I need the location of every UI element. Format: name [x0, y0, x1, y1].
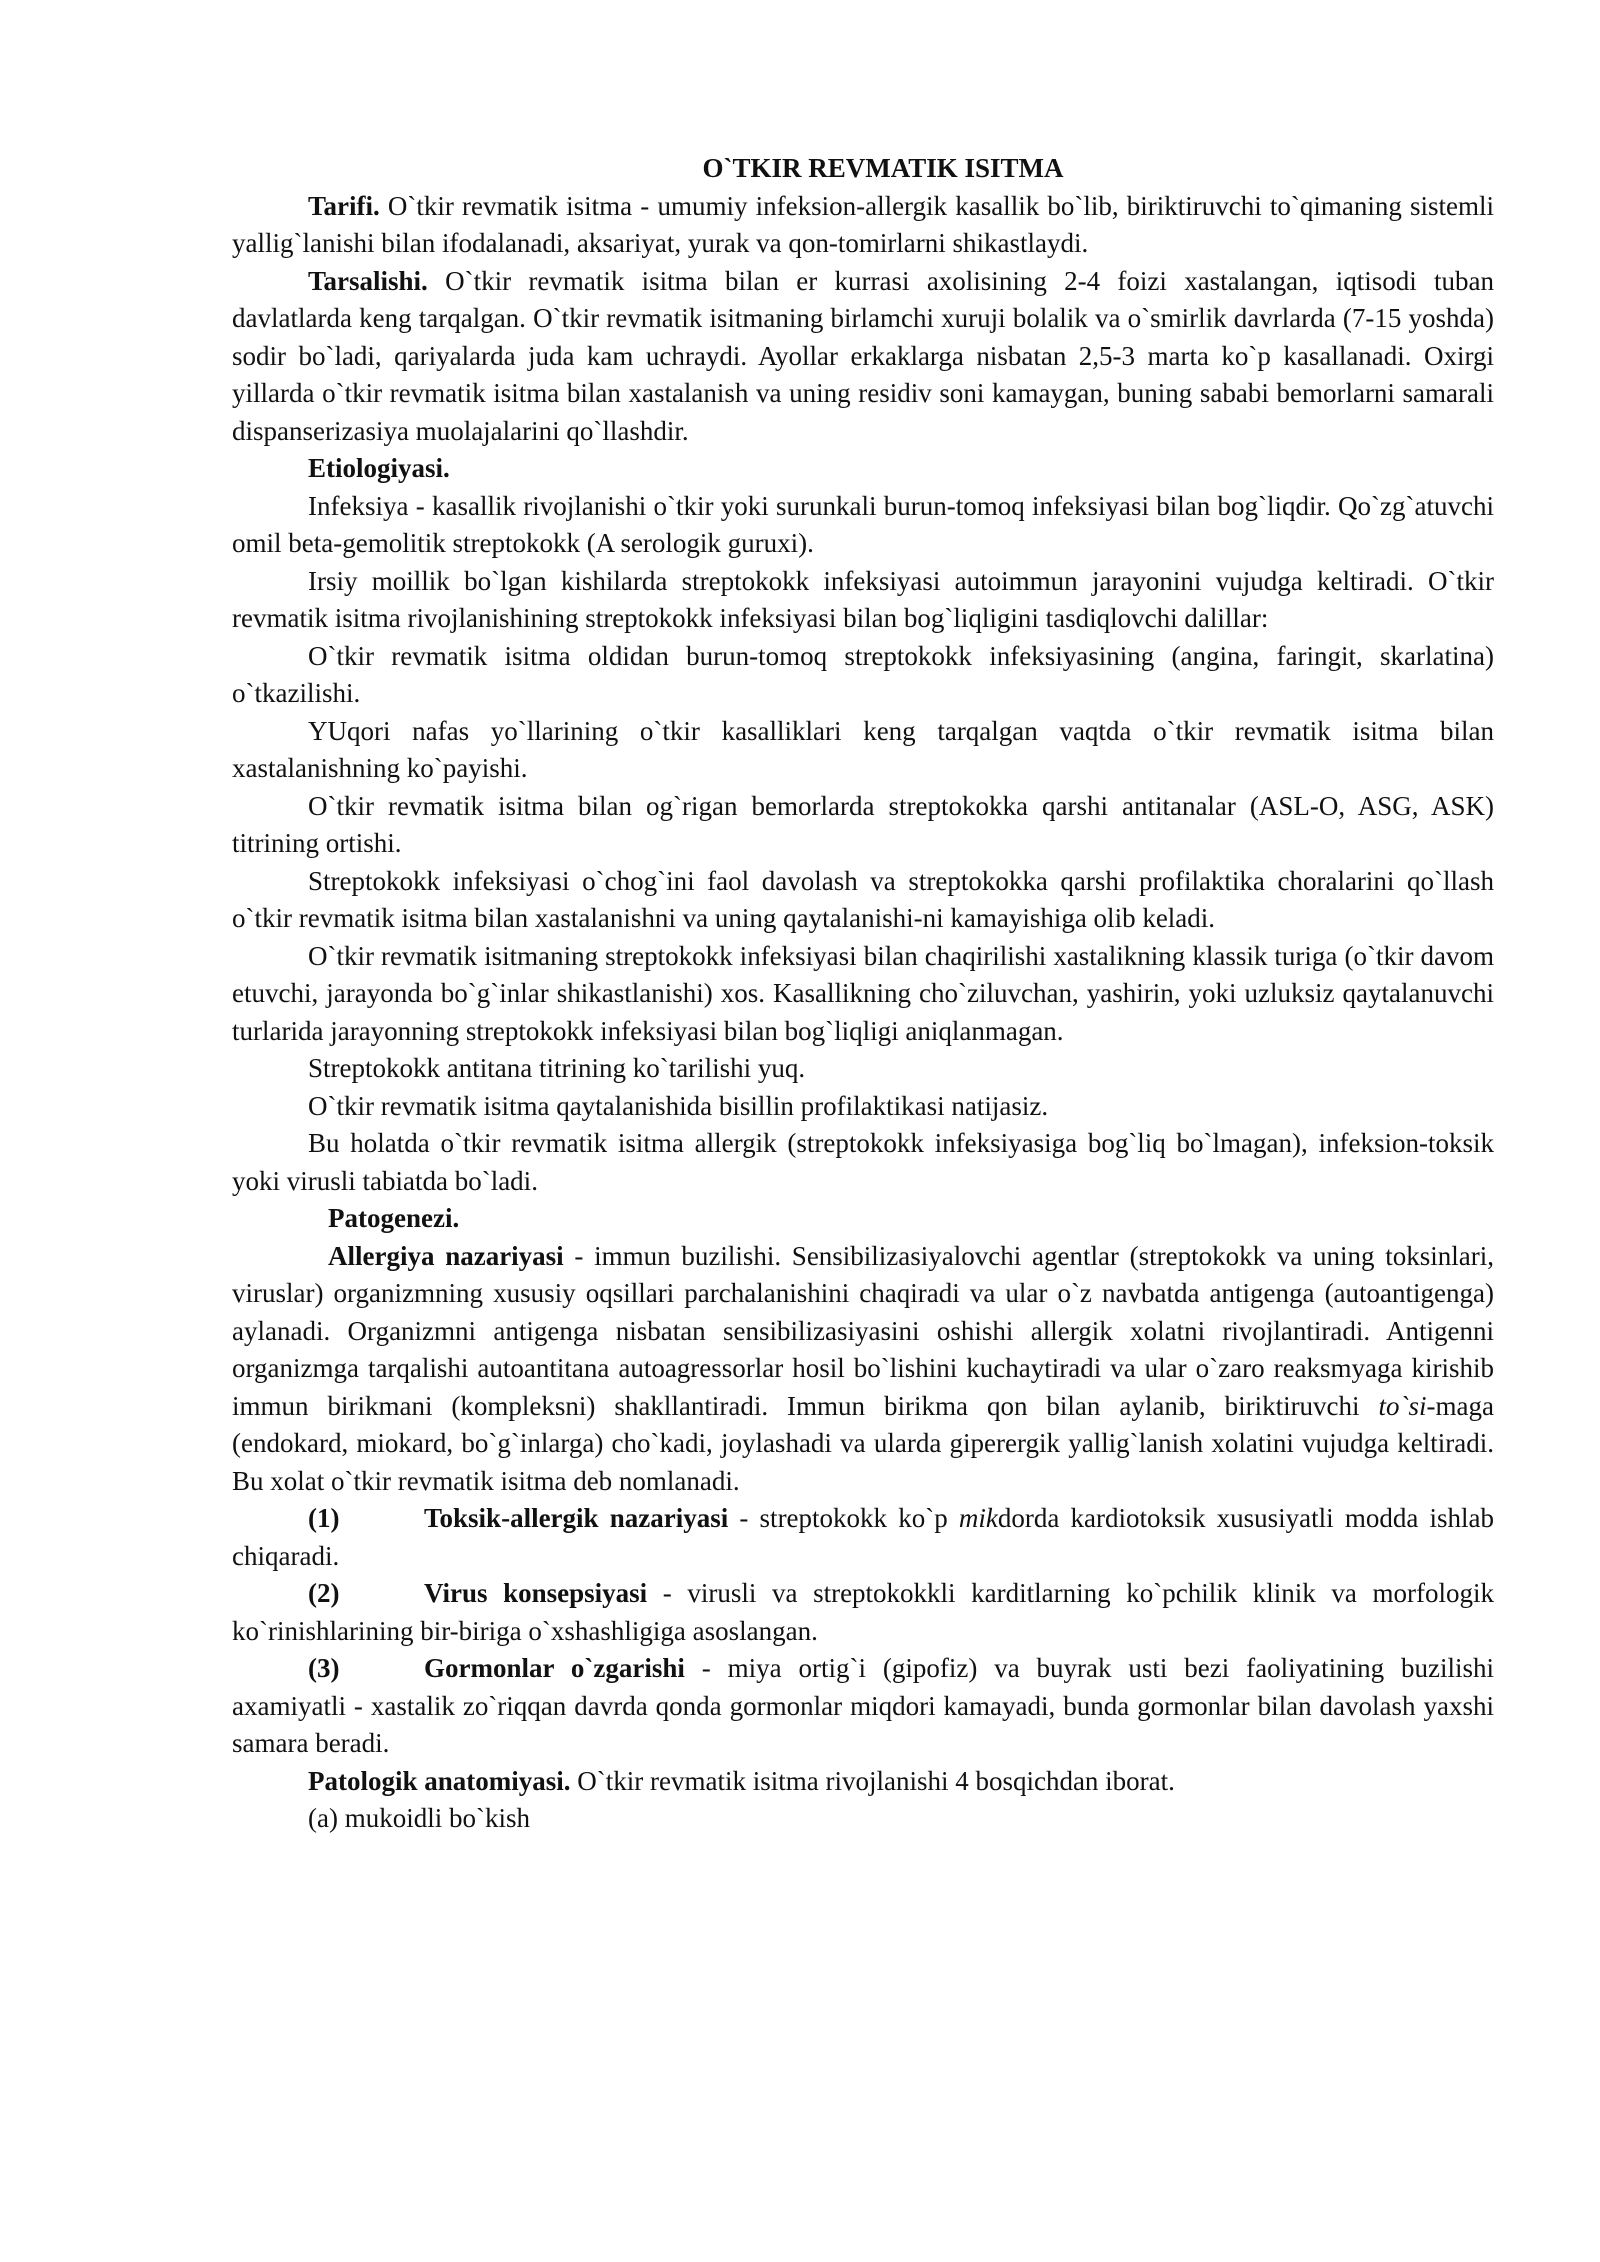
- theory-item: [232, 1650, 1494, 1763]
- theory-item: [232, 1575, 1494, 1650]
- document-page: [232, 150, 1494, 1838]
- theory-text-a: - streptokokk ko`p: [728, 1503, 959, 1533]
- theory-number: (3): [308, 1653, 340, 1683]
- tarifi-text: O`tkir revmatik isitma - umumiy infeksion-allergik kasallik bo`lib, biriktiruvchi to`qimaning sistemli yallig`lanishi bilan ifodalanadi, aksariyat, yurak va qon-tomirlarni shikastlaydi.: [232, 190, 1494, 258]
- tarsalishi-paragraph: [232, 263, 1494, 451]
- allergiya-text-b: -maga (endokard, miokard, bo`g`inlarga) cho`kadi, joylashadi va ularda giperergik yallig`lanish xolatini vujudga keltiradi. Bu xolat o`tkir revmatik isitma deb nomlanadi.: [232, 1390, 1494, 1496]
- theory-lead: Toksik-allergik nazariyasi: [424, 1503, 729, 1533]
- etiologiyasi-paragraph: Streptokokk antitana titrining ko`tarilishi yuq.: [308, 1053, 806, 1083]
- theory-lead: Gormonlar o`zgarishi: [424, 1653, 685, 1683]
- allergiya-lead: Allergiya nazariyasi: [328, 1240, 564, 1271]
- etiologiyasi-paragraph: O`tkir revmatik isitma oldidan burun-tomoq streptokokk infeksiyasining (angina, faringit, skarlatina) o`tkazilishi.: [232, 640, 1494, 708]
- patologik-paragraph: [232, 1763, 1494, 1801]
- allergiya-text-a: - immun buzilishi. Sensibilizasiyalovchi agentlar (streptokokk va uning toksinlari, viruslar) organizmning xususiy oqsillari parchalanishini chaqiradi va ular o`z navbatda antigenga (autoantigenga) aylanadi. Organizmni antigenga nisbatan sensibilizasiyasini oshishi allergik xolatni rivojlantiradi. Antigenni organizmga tarqalishi autoantitana autoagressorlar hosil bo`lishini kuchaytiradi va ular o`zaro reaksmyaga kirishib immun birikmani (kompleksni) shakllantiradi. Immun birikma qon bilan aylanib, biriktiruvchi: [232, 1240, 1494, 1421]
- etiologiyasi-heading: Etiologiyasi.: [308, 453, 450, 483]
- tarifi-lead: Tarifi.: [308, 190, 380, 221]
- tarsalishi-text: O`tkir revmatik isitma bilan er kurrasi axolisining 2-4 foizi xastalangan, iqtisodi tuban davlatlarda keng tarqalgan. O`tkir revmatik isitmaning birlamchi xuruji bolalik va o`smirlik davrlarda (7-15 yoshda) sodir bo`ladi, qariyalarda juda kam uchraydi. Ayollar erkaklarga nisbatan 2,5-3 marta ko`p kasallanadi. Oxirgi yillarda o`tkir revmatik isitma bilan xastalanish va uning residiv soni kamaygan, buning sababi bemorlarni samarali dispanserizasiya muolajalarini qo`llashdir.: [232, 265, 1494, 446]
- theory-text-b: dorda kardiotoksik xususiyatli modda ishlab chiqaradi.: [232, 1503, 1494, 1571]
- patogenezi-heading: Patogenezi.: [328, 1203, 460, 1233]
- theory-item: [232, 1500, 1494, 1575]
- theory-lead: Virus konsepsiyasi: [424, 1578, 648, 1608]
- etiologiyasi-paragraph: Bu holatda o`tkir revmatik isitma allergik (streptokokk infeksiyasiga bog`liq bo`lmagan), infeksion-toksik yoki virusli tabiatda bo`ladi.: [232, 1128, 1494, 1196]
- stage-item: (a) mukoidli bo`kish: [308, 1803, 530, 1833]
- allergiya-paragraph: [232, 1238, 1494, 1501]
- tarifi-paragraph: [232, 188, 1494, 263]
- etiologiyasi-paragraph: O`tkir revmatik isitma bilan og`rigan bemorlarda streptokokka qarshi antitanalar (ASL-O, ASG, ASK) titrining ortishi.: [232, 790, 1494, 858]
- document-title: O`TKIR REVMATIK ISITMA: [702, 153, 1064, 183]
- theory-text-a: - miya ortig`i (gipofiz) va buyrak usti bezi faoliyatining buzilishi axamiyatli - xastalik zo`riqqan davrda qonda gormonlar miqdori kamayadi, bunda gormonlar bilan davolash yaxshi samara beradi.: [232, 1653, 1494, 1758]
- tarsalishi-lead: Tarsalishi.: [308, 265, 428, 296]
- etiologiyasi-paragraph: Streptokokk infeksiyasi o`chog`ini faol davolash va streptokokka qarshi profilaktika choralarini qo`llash o`tkir revmatik isitma bilan xastalanishni va uning qaytalanishi-ni kamayishiga olib keladi.: [232, 865, 1494, 933]
- patologik-lead: Patologik anatomiyasi.: [308, 1765, 571, 1796]
- etiologiyasi-paragraph: O`tkir revmatik isitma qaytalanishida bisillin profilaktikasi natijasiz.: [308, 1090, 1049, 1121]
- etiologiyasi-paragraph: YUqori nafas yo`llarining o`tkir kasalliklari keng tarqalgan vaqtda o`tkir revmatik isitma bilan xastalanishning ko`payishi.: [232, 715, 1494, 783]
- theory-number: (2): [308, 1578, 340, 1608]
- allergiya-italic: to`si: [1378, 1390, 1427, 1421]
- etiologiyasi-paragraph: Irsiy moillik bo`lgan kishilarda streptokokk infeksiyasi autoimmun jarayonini vujudga keltiradi. O`tkir revmatik isitma rivojlanishining streptokokk infeksiyasi bilan bog`liqligini tasdiqlovchi dalillar:: [232, 565, 1494, 633]
- patologik-text: O`tkir revmatik isitma rivojlanishi 4 bosqichdan iborat.: [570, 1765, 1175, 1796]
- theory-italic: mik: [958, 1503, 998, 1533]
- etiologiyasi-paragraph: Infeksiya - kasallik rivojlanishi o`tkir yoki surunkali burun-tomoq infeksiyasi bilan bog`liqdir. Qo`zg`atuvchi omil beta-gemolitik streptokokk (A serologik guruxi).: [232, 490, 1494, 558]
- theory-text-a: - virusli va streptokokkli karditlarning ko`pchilik klinik va morfologik ko`rinishlarining bir-biriga o`xshashligiga asoslangan.: [232, 1578, 1494, 1646]
- etiologiyasi-paragraph: O`tkir revmatik isitmaning streptokokk infeksiyasi bilan chaqirilishi xastalikning klassik turiga (o`tkir davom etuvchi, jarayonda bo`g`inlar shikastlanishi) xos. Kasallikning cho`ziluvchan, yashirin, yoki uzluksiz qaytalanuvchi turlarida jarayonning streptokokk infeksiyasi bilan bog`liqligi aniqlanmagan.: [232, 940, 1494, 1046]
- theory-number: (1): [308, 1503, 340, 1533]
